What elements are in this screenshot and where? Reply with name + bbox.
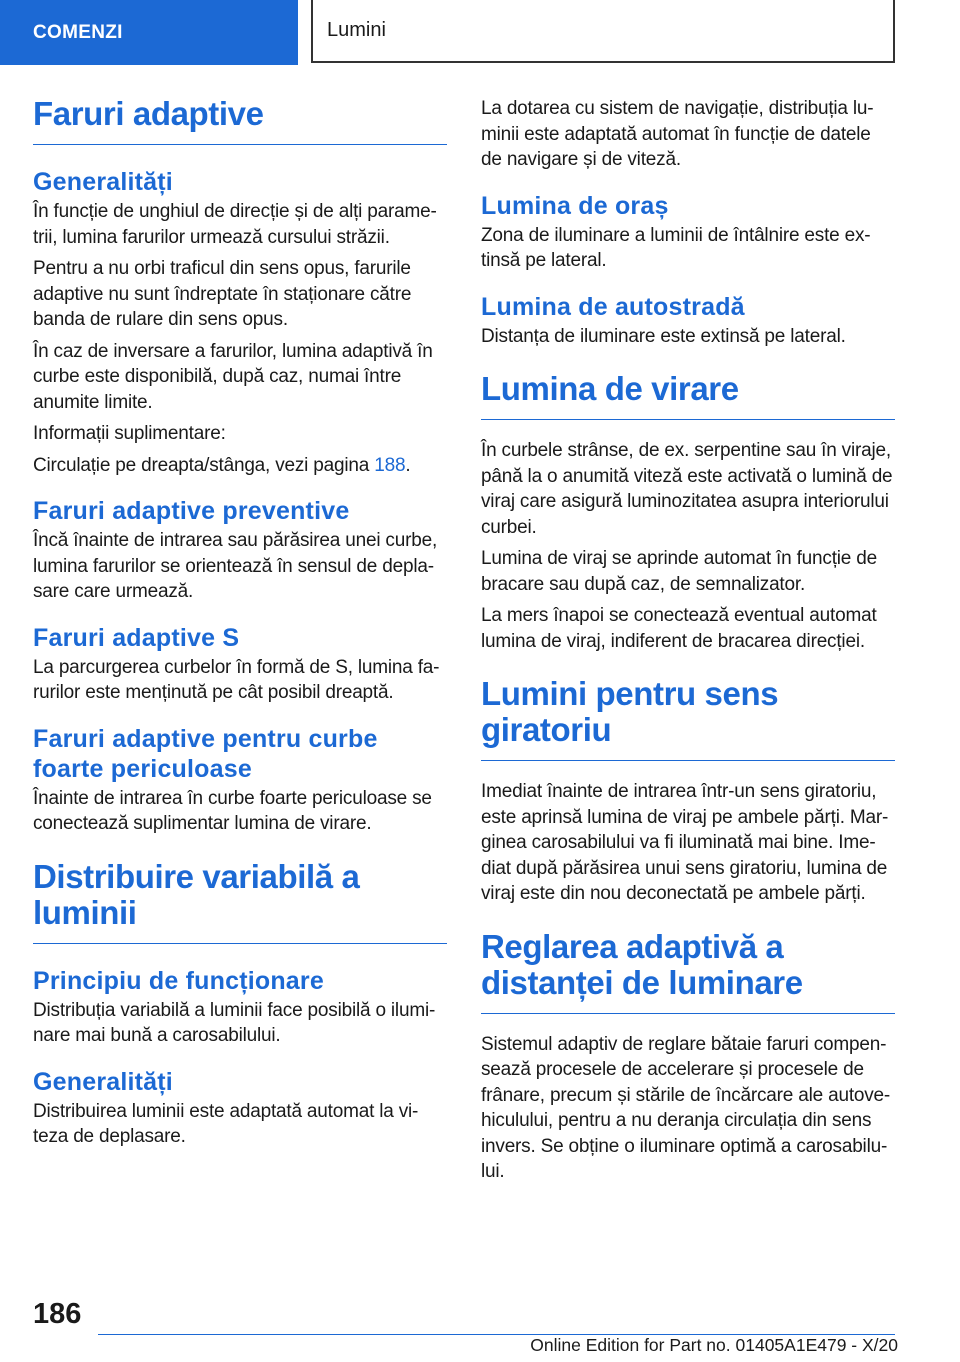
heading-faruri-s: Faruri adaptive S xyxy=(33,623,240,652)
section-label: COMENZI xyxy=(33,21,123,43)
heading-faruri-adaptive: Faruri adaptive xyxy=(33,96,447,145)
paragraph: Distanța de iluminare este extinsă pe lateral. xyxy=(481,325,846,347)
heading-distributie: Distribuire variabilă a luminii xyxy=(33,859,447,944)
paragraph: Lumina de viraj se aprinde automat în funcție de bracare sau după caz, de semnalizator. xyxy=(481,548,877,595)
right-column xyxy=(481,96,895,1191)
heading-generalitati-2: Generalități xyxy=(33,1067,173,1096)
heading-sens-giratoriu: Lumini pentru sens giratoriu xyxy=(481,676,895,761)
heading-lumina-autostrada: Lumina de autostradă xyxy=(481,292,745,321)
paragraph: Zona de iluminare a luminii de întâlnire este ex-tinsă pe lateral. xyxy=(481,224,871,271)
heading-generalitati: Generalități xyxy=(33,168,173,196)
page-number: 186 xyxy=(33,1298,82,1330)
paragraph: În caz de inversare a farurilor, lumina adaptivă în curbe este disponibilă, după caz, numai între anumite limite. xyxy=(33,340,433,413)
paragraph: În funcție de unghiul de direcție și de alți parame-trii, lumina farurilor urmează cursului străzii. xyxy=(33,201,437,248)
heading-faruri-preventive: Faruri adaptive preventive xyxy=(33,497,350,525)
paragraph: În curbele strânse, de ex. serpentine sau în viraje, până la o anumită viteză este activată o lumină de viraj care asigură luminozitatea asupra interiorului curbei. xyxy=(481,440,893,538)
left-column xyxy=(33,96,447,1156)
section-tab xyxy=(0,0,298,65)
paragraph: Imediat înainte de intrarea într-un sens giratoriu, este aprinsă lumina de viraj pe ambele părți. Mar-ginea carosabilului va fi iluminată mai bine. Ime-diat după părăsirea unui sens giratoriu, lumina de viraj este din nou deconectată pe ambele părți. xyxy=(481,781,889,904)
paragraph: Sistemul adaptiv de reglare bătaie faruri compen-sează procesele de accelerare și procesele de frânare, precum și stările de încărcare ale autove-hiculului, pentru a nu deranja circulația din sens invers. Se obține o iluminare optimă a carosabilu-lui. xyxy=(481,1033,891,1182)
paragraph: Încă înainte de intrarea sau părăsirea unei curbe, lumina farurilor se orientează în sensul de depla-sare care urmează. xyxy=(33,530,438,602)
paragraph: Înainte de intrarea în curbe foarte periculoase se conectează suplimentar lumina de virare. xyxy=(33,787,432,834)
paragraph: La dotarea cu sistem de navigație, distribuția lu-minii este adaptată automat în funcție de datele de navigare și de viteză. xyxy=(481,98,874,170)
paragraph: Informații suplimentare: xyxy=(33,423,226,444)
paragraph: Distribuția variabilă a luminii face posibilă o ilumi-nare mai bună a carosabilului. xyxy=(33,999,436,1046)
paragraph: Distribuirea luminii este adaptată automat la vi-teza de deplasare. xyxy=(33,1100,419,1147)
heading-reglare: Reglarea adaptivă a distanței de luminare xyxy=(481,929,895,1014)
paragraph: Pentru a nu orbi traficul din sens opus, farurile adaptive nu sunt îndreptate în staționare către banda de rulare din sens opus. xyxy=(33,258,412,330)
heading-lumina-oras: Lumina de oraș xyxy=(481,191,669,220)
paragraph: La parcurgerea curbelor în formă de S, lumina fa-rurilor este menținută pe cât posibil dreaptă. xyxy=(33,656,440,703)
heading-principiu: Principiu de funcționare xyxy=(33,966,324,995)
heading-lumina-virare: Lumina de virare xyxy=(481,371,895,420)
paragraph: La mers înapoi se conectează eventual automat lumina de viraj, indiferent de bracarea direcției. xyxy=(481,605,877,652)
chapter-title xyxy=(311,0,895,63)
paragraph-with-link: Circulație pe dreapta/stânga, vezi pagina 188. xyxy=(33,454,411,476)
page-link-188[interactable]: 188 xyxy=(374,454,406,476)
chapter-title-text: Lumini xyxy=(327,19,386,41)
heading-faruri-curbe: Faruri adaptive pentru curbe foarte periculoase xyxy=(33,724,378,783)
footer-edition: Online Edition for Part no. 01405A1E479 - X/20 xyxy=(530,1335,898,1355)
